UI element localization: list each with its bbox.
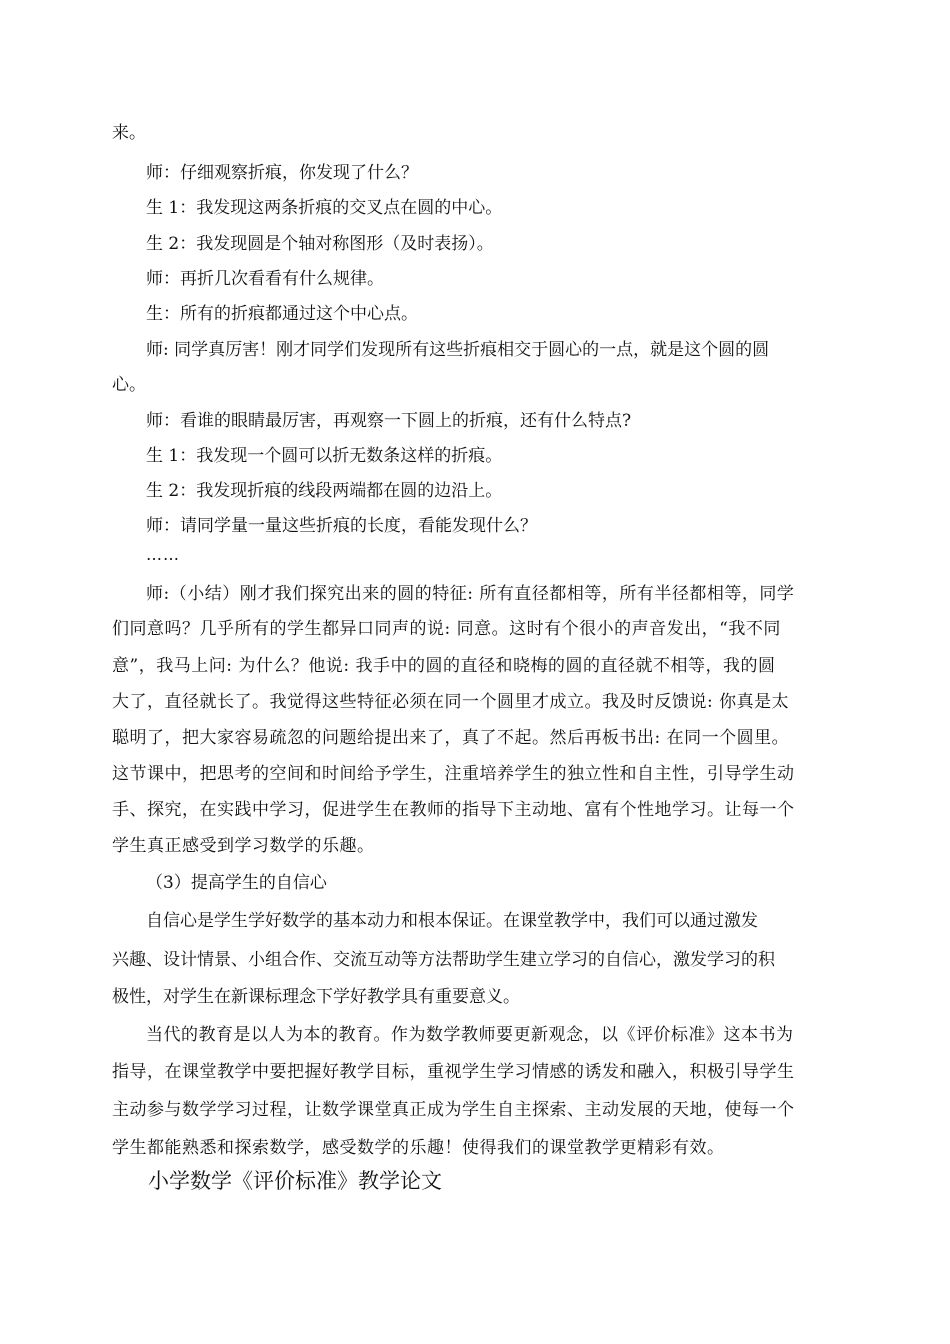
text-line: 意”，我马上问: 为什么？他说: 我手中的圆的直径和晓梅的圆的直径就不相等，我的圆 (112, 656, 776, 676)
text-line: 来。 (112, 123, 146, 143)
text-line: 兴趣、设计情景、小组合作、交流互动等方法帮助学生建立学习的自信心，激发学习的积 (112, 950, 775, 970)
text-line: 大了，直径就长了。我觉得这些特征必须在同一个圆里才成立。我及时反馈说: 你真是太 (112, 692, 790, 712)
text-line: 这节课中，把思考的空间和时间给予学生，注重培养学生的独立性和自主性，引导学生动 (112, 764, 795, 784)
text-line: 师：请同学量一量这些折痕的长度，看能发现什么？ (146, 516, 537, 536)
text-line: 当代的教育是以人为本的教育。作为数学教师要更新观念，以《评价标准》这本书为 (146, 1025, 794, 1045)
text-line: 生 1：我发现这两条折痕的交叉点在圆的中心。 (146, 198, 503, 218)
text-line: 学生都能熟悉和探索数学，感受数学的乐趣！使得我们的课堂教学更精彩有效。 (112, 1138, 725, 1158)
text-line: 师：仔细观察折痕，你发现了什么？ (146, 163, 418, 183)
subsection-heading: （3）提高学生的自信心 (146, 873, 327, 893)
text-line: 学生真正感受到学习数学的乐趣。 (112, 836, 375, 856)
text-line: 手、探究，在实践中学习，促进学生在教师的指导下主动地、富有个性地学习。让每一个 (112, 800, 795, 820)
text-line: 生 2：我发现折痕的线段两端都在圆的边沿上。 (146, 481, 503, 501)
text-line: 极性，对学生在新课标理念下学好教学具有重要意义。 (112, 987, 520, 1007)
text-line: 生 1：我发现一个圆可以折无数条这样的折痕。 (146, 446, 503, 466)
text-line: 自信心是学生学好数学的基本动力和根本保证。在课堂教学中，我们可以通过激发 (146, 911, 758, 931)
text-line: 师：看谁的眼睛最厉害，再观察一下圆上的折痕，还有什么特点? (146, 411, 632, 431)
text-line: 指导，在课堂教学中要把握好教学目标，重视学生学习情感的诱发和融入，积极引导学生 (112, 1062, 795, 1082)
text-line: 生 2：我发现圆是个轴对称图形（及时表扬）。 (146, 234, 494, 254)
text-line: 们同意吗？几乎所有的学生都异口同声的说: 同意。这时有个很小的声音发出，“我不同 (112, 619, 781, 639)
ellipsis-line: …… (146, 545, 180, 564)
page-title: 小学数学《评价标准》教学论文 (148, 1169, 442, 1193)
text-line: 生：所有的折痕都通过这个中心点。 (146, 304, 418, 324)
text-line: 心。 (112, 375, 146, 395)
text-line: 师:（小结）刚才我们探究出来的圆的特征: 所有直径都相等，所有半径都相等，同学 (146, 584, 795, 604)
text-line: 师：再折几次看看有什么规律。 (146, 269, 384, 289)
text-line: 主动参与数学学习过程，让数学课堂真正成为学生自主探索、主动发展的天地，使每一个 (112, 1100, 795, 1120)
text-line: 师: 同学真厉害！刚才同学们发现所有这些折痕相交于圆心的一点，就是这个圆的圆 (146, 340, 770, 360)
text-line: 聪明了，把大家容易疏忽的问题给提出来了，真了不起。然后再板书出: 在同一个圆里。 (112, 728, 790, 748)
